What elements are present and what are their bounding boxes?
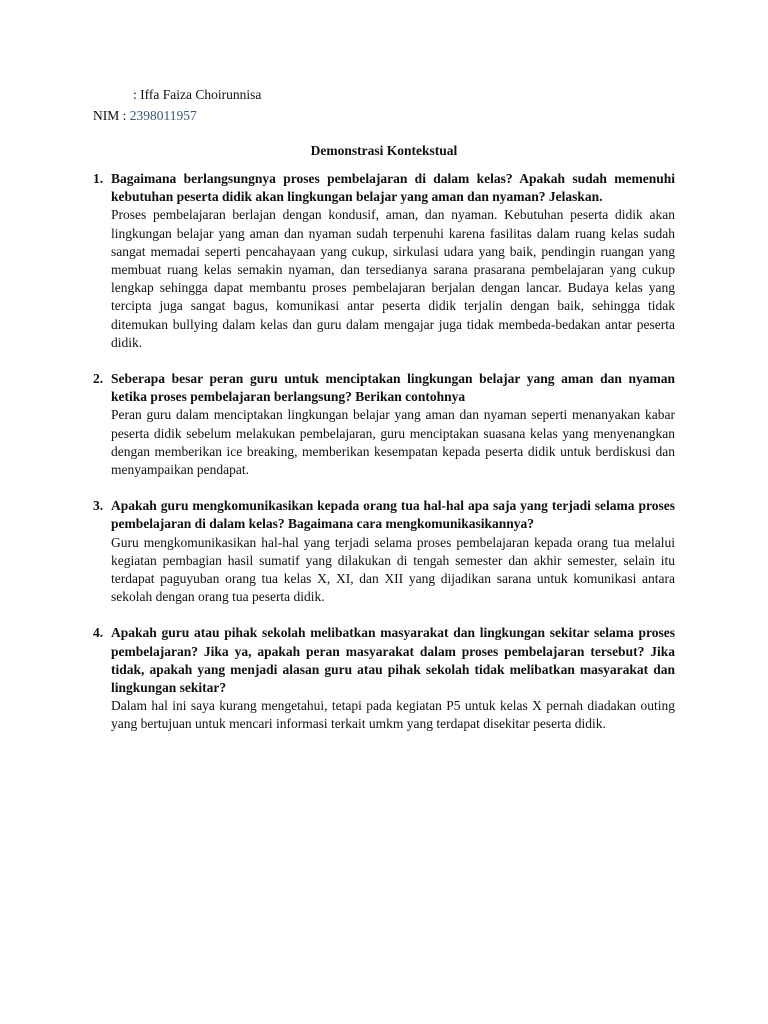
question-item-2: [93, 370, 675, 479]
answer-text: Proses pembelajaran berlajan dengan kondusif, aman, dan nyaman. Kebutuhan peserta didik akan lingkungan belajar yang aman dan nyaman sudah terpenuhi karena fasilitas dalam ruang kelas sudah sangat memadai seperti pencahayaan yang cukup, sirkulasi udara yang baik, pendingin ruangan yang membuat ruang kelas semakin nyaman, dan tersedianya sarana prasarana pembelajaran yang cukup lengkap sehingga dapat membantu proses pembelajaran berjalan dengan lancar. Budaya kelas yang tercipta juga sangat bagus, komunikasi antar peserta didik terjalin dengan baik, sehingga tidak ditemukan bullying dalam kelas dan guru dalam mengajar juga tidak membeda-bedakan antar peserta didik.: [111, 207, 675, 350]
question-text: Seberapa besar peran guru untuk menciptakan lingkungan belajar yang aman dan nyaman ketika proses pembelajaran berlangsung? Berikan contohnya: [111, 371, 675, 405]
question-number: 4.: [93, 625, 104, 641]
question-list: [93, 170, 675, 752]
student-name: : Iffa Faiza Choirunnisa: [133, 87, 262, 102]
answer-text: Peran guru dalam menciptakan lingkungan belajar yang aman dan nyaman seperti menanyakan kabar peserta didik sebelum melakukan pembelajaran, guru menciptakan suasana kelas yang menyenangkan dengan memberikan ice breaking, memberikan kesempatan kepada peserta didik untuk berdiskusi dan menyampaikan pendapat.: [111, 407, 675, 478]
question-item-3: [93, 497, 675, 606]
nim-separator: :: [119, 108, 130, 123]
answer-text: Guru mengkomunikasikan hal-hal yang terjadi selama proses pembelajaran kepada orang tua melalui kegiatan pembagian hasil sumatif yang dilakukan di tengah semester dan akhir semester, selain itu terdapat paguyuban orang tua kelas X, XI, dan XII yang dijadikan sarana untuk komunikasi antara sekolah dengan orang tua peserta didik.: [111, 534, 675, 605]
question-item-4: [93, 624, 675, 733]
question-text: Bagaimana berlangsungnya proses pembelajaran di dalam kelas? Apakah sudah memenuhi kebutuhan peserta didik akan lingkungan belajar yang aman dan nyaman? Jelaskan.: [111, 171, 675, 205]
question-number: 1.: [93, 171, 104, 186]
document-title: Demonstrasi Kontekstual: [310, 143, 458, 158]
question-number: 2.: [93, 371, 104, 387]
nim-value: 2398011957: [129, 108, 197, 123]
question-item-1: [93, 170, 675, 352]
nim-line: [93, 107, 197, 125]
answer-text: Dalam hal ini saya kurang mengetahui, tetapi pada kegiatan P5 untuk kelas X pernah diadakan outing yang bertujuan untuk mencari informasi terkait umkm yang terdapat disekitar peserta didik.: [111, 698, 675, 732]
nim-label: NIM: [93, 108, 120, 123]
question-text: Apakah guru atau pihak sekolah melibatkan masyarakat dan lingkungan sekitar selama proses pembelajaran? Jika ya, apakah peran masyarakat dalam proses pembelajaran tersebut? Jika tidak, apakah yang menjadi alasan guru atau pihak sekolah tidak melibatkan masyarakat dan lingkungan sekitar?: [111, 625, 675, 696]
question-number: 3.: [93, 498, 104, 514]
question-text: Apakah guru mengkomunikasikan kepada orang tua hal-hal apa saja yang terjadi selama proses pembelajaran di dalam kelas? Bagaimana cara mengkomunikasikannya?: [111, 498, 675, 532]
